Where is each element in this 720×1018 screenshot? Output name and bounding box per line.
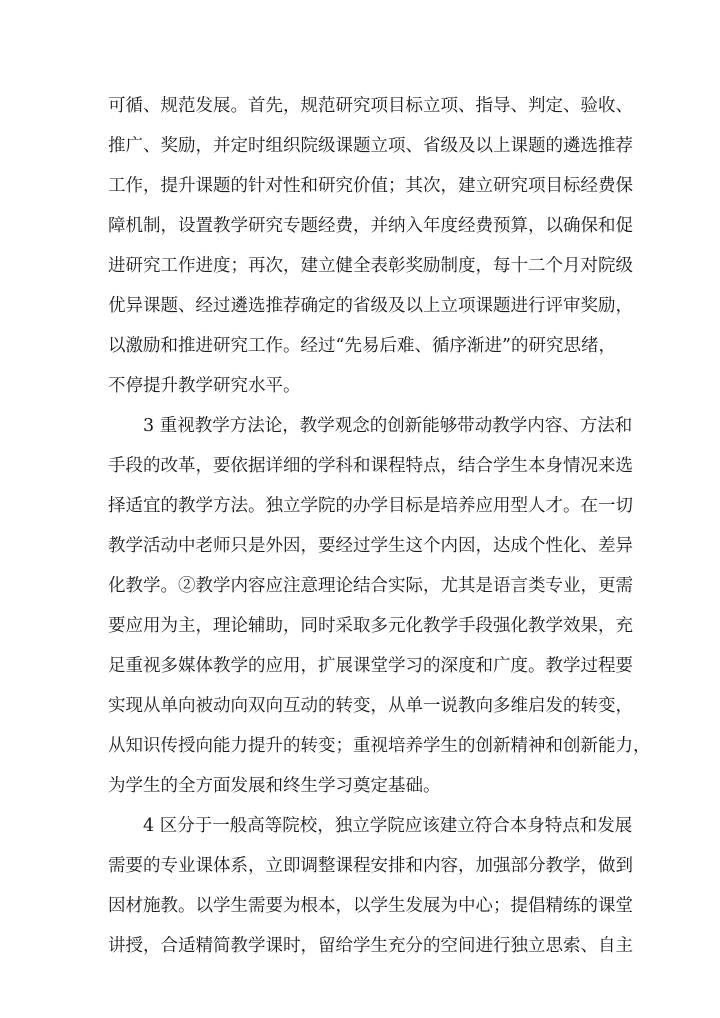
text-line: 优异课题、经过遴选推荐确定的省级及以上立项课题进行评审奖励，: [108, 296, 633, 316]
text-line: 讲授，合适精简教学课时，留给学生充分的空间进行独立思索、自主: [108, 936, 633, 956]
text-line: 障机制，设置教学研究专题经费，并纳入年度经费预算，以确保和促: [108, 216, 633, 236]
text-line: 从知识传授向能力提升的转变；重视培养学生的创新精神和创新能力，: [108, 736, 651, 756]
text-line: 以激励和推进研究工作。经过“先易后难、循序渐进”的研究思绪，: [108, 336, 616, 356]
text-line: 教学活动中老师只是外因，要经过学生这个内因，达成个性化、差异: [108, 536, 633, 556]
text-line: 因材施教。以学生需要为根本，以学生发展为中心；提倡精练的课堂: [108, 896, 633, 916]
text-line: 足重视多媒体教学的应用，扩展课堂学习的深度和广度。教学过程要: [108, 656, 633, 676]
text-line: 4 区分于一般高等院校，独立学院应该建立符合本身特点和发展: [143, 816, 633, 836]
text-line: 要应用为主，理论辅助，同时采取多元化教学手段强化教学效果，充: [108, 616, 633, 636]
text-line: 推广、奖励，并定时组织院级课题立项、省级及以上课题的遴选推荐: [108, 136, 633, 156]
text-line: 需要的专业课体系，立即调整课程安排和内容，加强部分教学，做到: [108, 856, 633, 876]
text-line: 实现从单向被动向双向互动的转变，从单一说教向多维启发的转变，: [108, 696, 633, 716]
text-line: 择适宜的教学方法。独立学院的办学目标是培养应用型人才。在一切: [108, 496, 633, 516]
text-line: 不停提升教学研究水平。: [108, 376, 301, 396]
text-line: 为学生的全方面发展和终生学习奠定基础。: [108, 776, 441, 796]
text-line: 化教学。②教学内容应注意理论结合实际，尤其是语言类专业，更需: [108, 576, 633, 596]
text-line: 可循、规范发展。首先，规范研究项目标立项、指导、判定、验收、: [108, 96, 633, 116]
text-line: 进研究工作进度；再次，建立健全表彰奖励制度，每十二个月对院级: [108, 256, 633, 276]
text-line: 3 重视教学方法论，教学观念的创新能够带动教学内容、方法和: [143, 416, 633, 436]
text-line: 手段的改革，要依据详细的学科和课程特点，结合学生本身情况来选: [108, 456, 633, 476]
body-text: [108, 86, 651, 966]
text-line: 工作，提升课题的针对性和研究价值；其次，建立研究项目标经费保: [108, 176, 633, 196]
